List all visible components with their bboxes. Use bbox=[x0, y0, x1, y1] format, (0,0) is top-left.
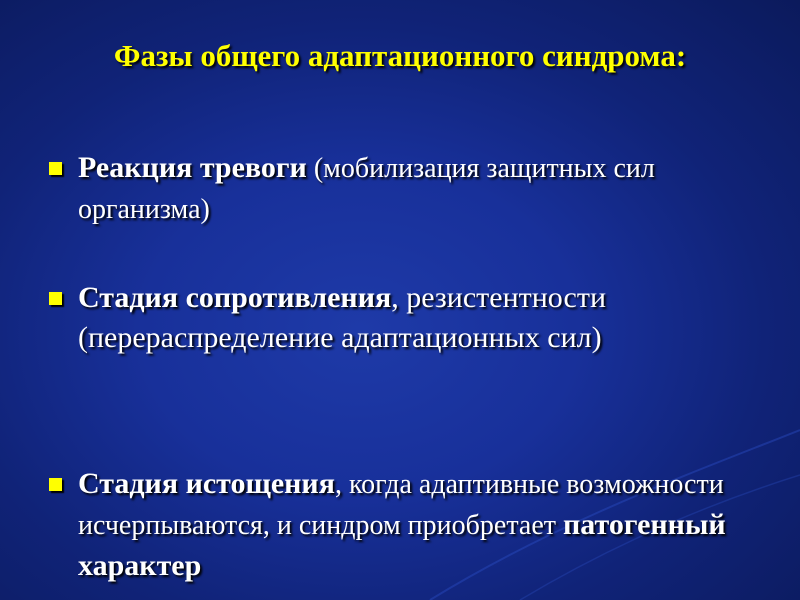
item-bold-text: Стадия сопротивления bbox=[78, 281, 392, 314]
list-item-alarm-reaction bbox=[78, 148, 768, 230]
list-item-resistance-stage bbox=[78, 278, 768, 358]
list-item-exhaustion-stage bbox=[78, 464, 768, 586]
item-text: , когда адаптивные возможности исчерпываются, и синдром приобретает bbox=[78, 469, 724, 541]
slide-title: Фазы общего адаптационного синдрома: bbox=[113, 38, 687, 73]
item-bold-text: Стадия истощения bbox=[78, 467, 335, 500]
bullet-square-icon bbox=[49, 162, 62, 175]
item-bold-end-text: патогенный характер bbox=[78, 508, 726, 582]
item-bold-text: Реакция тревоги bbox=[78, 151, 307, 184]
bullet-square-icon bbox=[49, 292, 62, 305]
item-text: (мобилизация защитных сил организма) bbox=[78, 153, 655, 225]
item-text: , резистентности (перераспределение адаптационных сил) bbox=[78, 281, 607, 354]
bullet-square-icon bbox=[49, 478, 62, 491]
